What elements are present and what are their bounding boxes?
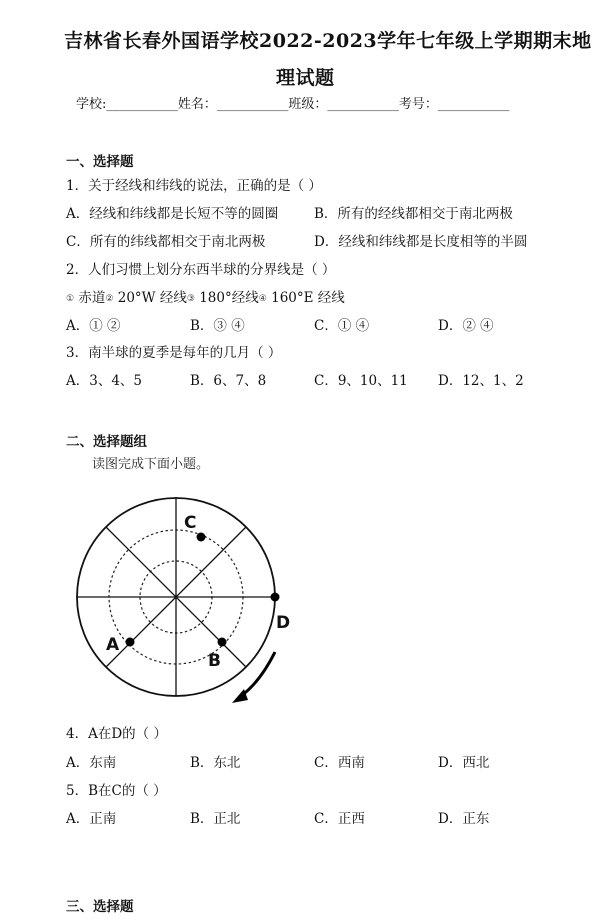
section2-heading: 二、选择题组 [66, 434, 147, 450]
q3-stem: 3．南半球的夏季是每年的几月（ ） [66, 345, 282, 361]
point-c [197, 533, 206, 542]
q1-stem: 1．关于经线和纬线的说法，正确的是（ ） [66, 178, 322, 194]
q2-item4-mark: ④ [258, 294, 267, 304]
label-d: D [276, 613, 291, 633]
q5-option-c: C．正西 [314, 811, 365, 827]
q3-option-a: A．3、4、5 [66, 373, 143, 389]
exam-title-line2: 理试题 [276, 67, 335, 89]
q4-option-c: C．西南 [314, 755, 365, 771]
q4-option-a: A．东南 [66, 755, 117, 771]
q2-stem: 2．人们习惯上划分东西半球的分界线是（ ） [66, 262, 336, 278]
section1-heading: 一、选择题 [66, 154, 134, 170]
q4-option-b: B．东北 [190, 755, 241, 771]
q4-option-d: D．西北 [438, 755, 490, 771]
q2-option-d: D．② ④ [438, 318, 494, 334]
q1-option-d: D．经线和纬线都是长度相等的半圆 [314, 234, 528, 250]
q2-item1-mark: ① [66, 294, 75, 304]
section2-intro: 读图完成下面小题。 [92, 457, 210, 472]
q3-option-d: D．12、1、2 [438, 373, 524, 389]
point-b [218, 638, 227, 647]
q5-option-d: D．正东 [438, 811, 490, 827]
q1-option-b: B．所有的经线都相交于南北两极 [314, 206, 513, 222]
q2-item2-mark: ② [105, 294, 114, 304]
point-a [126, 638, 135, 647]
q5-option-a: A．正南 [66, 811, 117, 827]
q2-item3-mark: ③ [186, 294, 195, 304]
q2-item2-text: 20°W 经线 [113, 290, 187, 306]
q1-option-a: A．经线和纬线都是长短不等的圆圈 [66, 206, 279, 222]
q2-item4-text: 160°E 经线 [266, 290, 345, 306]
label-b: B [208, 651, 221, 671]
section3-heading: 三、选择题 [66, 899, 134, 915]
q2-option-c: C．① ④ [314, 318, 370, 334]
q3-option-b: B．6、7、8 [190, 373, 267, 389]
q5-option-b: B．正北 [190, 811, 241, 827]
q2-item3-text: 180°经线 [194, 290, 259, 306]
label-c: C [184, 513, 197, 533]
q5-stem: 5．B在C的（ ） [66, 783, 167, 799]
rotation-arrow [241, 652, 275, 696]
q2-option-a: A．① ② [66, 318, 121, 334]
direction-diagram [60, 490, 310, 715]
exam-title-line1: 吉林省长春外国语学校2022-2023学年七年级上学期期末地 [64, 30, 592, 52]
q2-item1-text: 赤道 [74, 290, 106, 306]
student-info-line: 学校:___________姓名：___________班级：___________考号：___________ [76, 97, 510, 112]
q3-option-c: C．9、10、11 [314, 373, 408, 389]
label-a: A [106, 635, 120, 655]
q4-stem: 4．A在D的（ ） [66, 726, 167, 742]
point-d [271, 593, 280, 602]
q2-items [66, 286, 345, 306]
q2-option-b: B．③ ④ [190, 318, 245, 334]
q1-option-c: C．所有的纬线都相交于南北两极 [66, 234, 266, 250]
